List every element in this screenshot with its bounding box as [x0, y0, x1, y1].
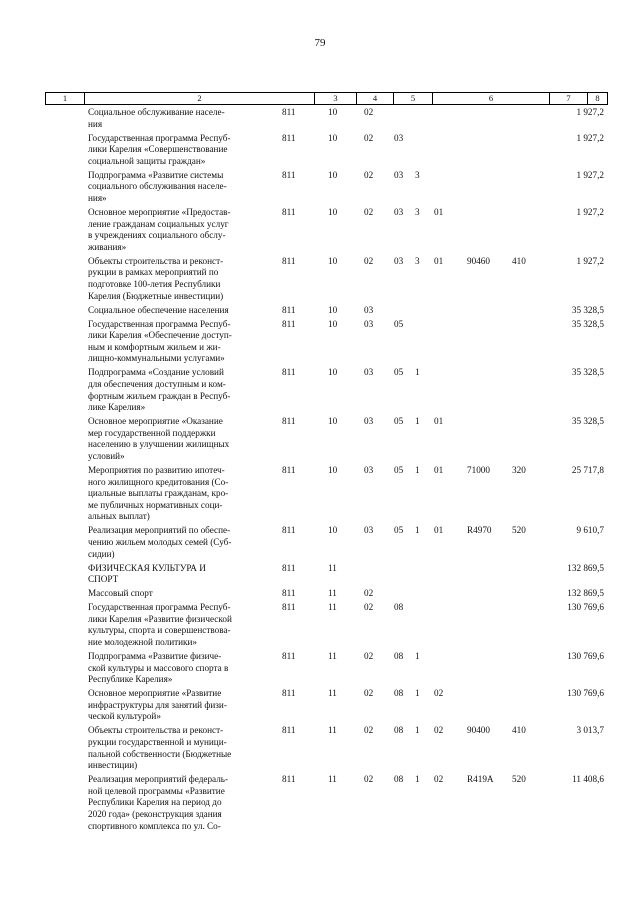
cell-c6b: 1	[415, 651, 420, 661]
row-description-line: альных выплат)	[88, 511, 150, 522]
cell-c4: 10	[328, 107, 338, 117]
cell-c6b: 1	[415, 416, 420, 427]
cell-c6d: R4970	[467, 525, 492, 536]
cell-c6d: 71000	[467, 465, 490, 475]
row-description-line: Подпрограмма «Развитие системы	[88, 169, 224, 180]
cell-c7: 520	[512, 774, 526, 785]
cell-c6b: 1	[415, 367, 420, 378]
row-description	[88, 133, 260, 168]
row-description-line: лике Карелия»	[88, 402, 146, 413]
row-description-line: СПОРТ	[88, 574, 119, 585]
cell-c6a: 03	[394, 132, 404, 143]
row-description	[88, 688, 260, 723]
cell-c6a: 08	[394, 602, 404, 613]
cell-c6b: 1	[415, 465, 420, 475]
row-description-line: сидии)	[88, 548, 115, 559]
row-description-line: условий»	[88, 450, 125, 461]
row-description-line: Основное мероприятие «Оказание	[88, 416, 223, 427]
cell-c7: 410	[512, 255, 526, 266]
cell-c5: 03	[364, 416, 374, 427]
cell-c7: 320	[512, 465, 526, 475]
cell-c8: 130 769,6	[567, 602, 604, 613]
row-description-line: циальные выплаты гражданам, кро-	[88, 488, 229, 499]
page-number: 79	[314, 37, 326, 49]
row-description-line: рукции государственной и муници-	[88, 736, 227, 747]
header-col-4: 4	[357, 93, 394, 104]
cell-c8: 1 927,2	[576, 169, 604, 180]
cell-c5: 02	[364, 688, 374, 699]
cell-c3: 811	[282, 688, 296, 699]
row-description-line: фортным жильем граждан в Респуб-	[88, 390, 231, 401]
cell-c8: 3 013,7	[576, 725, 604, 736]
cell-c4: 10	[328, 367, 338, 378]
cell-c5: 03	[364, 318, 374, 329]
row-description-line: мер государственной поддержки	[88, 427, 216, 438]
cell-c6a: 05	[394, 416, 404, 427]
row-description-line: ской культуры и массового спорта в	[88, 662, 229, 673]
row-description-line: ческой культурой»	[88, 711, 161, 722]
cell-c3: 811	[282, 255, 296, 266]
row-description-line: Объекты строительства и реконст-	[88, 255, 224, 266]
row-description-line: социального обслуживания населе-	[88, 181, 227, 192]
row-description-line: Основное мероприятие «Развитие	[88, 688, 222, 699]
cell-c4: 10	[328, 318, 338, 329]
row-description	[88, 725, 260, 771]
cell-c6a: 05	[394, 465, 404, 475]
cell-c8: 1 927,2	[576, 207, 604, 217]
cell-c6a: 03	[394, 207, 404, 217]
cell-c3: 811	[282, 132, 296, 143]
cell-c8: 130 769,6	[567, 651, 604, 661]
cell-c5: 02	[364, 602, 374, 613]
row-description-line: ление гражданам социальных услуг	[88, 218, 229, 229]
cell-c8: 1 927,2	[576, 255, 604, 266]
header-col-2: 2	[85, 93, 315, 104]
cell-c8: 25 717,8	[571, 465, 604, 475]
row-description	[88, 602, 260, 648]
row-description	[88, 465, 260, 523]
cell-c6c: 01	[434, 525, 444, 536]
cell-c8: 35 328,5	[571, 416, 604, 427]
row-description	[88, 367, 260, 413]
cell-c6a: 08	[394, 725, 404, 736]
cell-c8: 11 408,6	[572, 774, 604, 785]
cell-c3: 811	[282, 465, 296, 475]
row-description-line: ной целевой программы «Развитие	[88, 785, 225, 796]
cell-c7: 410	[512, 725, 526, 736]
row-description-line: ФИЗИЧЕСКАЯ КУЛЬТУРА И	[88, 562, 206, 573]
cell-c5: 02	[364, 132, 374, 143]
row-description-line: культуры, спорта и совершенствова-	[88, 625, 231, 636]
row-description-line: Подпрограмма «Развитие физиче-	[88, 651, 222, 661]
header-col-8: 8	[595, 93, 600, 103]
cell-c6b: 1	[415, 774, 420, 785]
cell-c4: 11	[328, 774, 337, 785]
cell-c8: 1 927,2	[576, 132, 604, 143]
cell-c6c: 01	[434, 255, 444, 266]
row-description-line: инвестиции)	[88, 760, 138, 771]
cell-c6a: 08	[394, 688, 404, 699]
header-col-6: 6	[433, 93, 550, 104]
cell-c4: 10	[328, 525, 338, 536]
cell-c8: 132 869,5	[567, 562, 604, 573]
cell-c4: 10	[328, 132, 338, 143]
cell-c6d: R419A	[467, 774, 494, 785]
row-description	[88, 588, 260, 600]
cell-c6c: 01	[434, 416, 444, 427]
cell-c8: 35 328,5	[571, 318, 604, 329]
row-description-line: пальной собственности (Бюджетные	[88, 748, 232, 759]
row-description	[88, 107, 260, 130]
cell-c6a: 08	[394, 651, 404, 661]
cell-c5: 02	[364, 169, 374, 180]
row-description-line: для обеспечения доступным и ком-	[88, 378, 226, 389]
cell-c4: 11	[328, 651, 337, 661]
cell-c7: 520	[512, 525, 526, 536]
cell-c6a: 05	[394, 318, 404, 329]
row-description-line: ного жилищного кредитования (Со-	[88, 476, 229, 487]
row-description-line: Республики Карелия на период до	[88, 797, 222, 808]
cell-c5: 03	[364, 367, 374, 378]
row-description-line: Мероприятия по развитию ипотеч-	[88, 465, 225, 475]
cell-c4: 11	[328, 588, 337, 599]
row-description-line: лики Карелия «Развитие физической	[88, 613, 232, 624]
cell-c5: 02	[364, 774, 374, 785]
cell-c6a: 05	[394, 367, 404, 378]
cell-c3: 811	[282, 367, 296, 378]
cell-c6d: 90400	[467, 725, 490, 736]
cell-c4: 10	[328, 465, 338, 475]
cell-c3: 811	[282, 318, 296, 329]
row-description-line: подготовке 100-летия Республики	[88, 278, 221, 289]
cell-c4: 11	[328, 562, 337, 573]
cell-c8: 35 328,5	[571, 304, 604, 315]
row-description	[88, 305, 260, 317]
header-col-5: 5	[394, 93, 433, 104]
row-description-line: населению в улучшении жилищных	[88, 439, 230, 450]
cell-c4: 10	[328, 169, 338, 180]
row-description	[88, 774, 260, 832]
header-col-7: 7	[550, 93, 588, 104]
cell-c6c: 02	[434, 725, 444, 736]
cell-c8: 130 769,6	[567, 688, 604, 699]
cell-c6c: 02	[434, 774, 444, 785]
row-description-line: в учреждениях социального обслу-	[88, 230, 226, 241]
cell-c3: 811	[282, 588, 296, 599]
row-description	[88, 256, 260, 302]
row-description	[88, 651, 260, 686]
cell-c6a: 05	[394, 525, 404, 536]
row-description-line: Государственная программа Респуб-	[88, 318, 231, 329]
row-description-line: инфраструктуры для занятий физи-	[88, 699, 227, 710]
row-description-line: лищно-коммунальными услугами»	[88, 353, 225, 364]
cell-c4: 11	[328, 725, 337, 736]
cell-c8: 132 869,5	[567, 588, 604, 599]
table-header	[45, 92, 608, 105]
cell-c5: 03	[364, 304, 374, 315]
cell-c6a: 08	[394, 774, 404, 785]
cell-c6c: 02	[434, 688, 444, 699]
row-description-line: Государственная программа Респуб-	[88, 602, 231, 613]
cell-c6b: 1	[415, 725, 420, 736]
cell-c5: 02	[364, 255, 374, 266]
row-description-line: живания»	[88, 241, 127, 252]
row-description-line: Социальное обеспечение населения	[88, 304, 229, 315]
cell-c3: 811	[282, 602, 296, 613]
cell-c6d: 90460	[467, 255, 490, 266]
row-description-line: 2020 года» (реконструкция здания	[88, 808, 222, 819]
cell-c6b: 3	[415, 169, 420, 180]
row-description-line: ние молодежной политики»	[88, 636, 198, 647]
row-description	[88, 563, 260, 586]
row-description-line: спортивного комплекса по ул. Со-	[88, 820, 221, 831]
row-description-line: лики Карелия «Обеспечение доступ-	[88, 330, 232, 341]
row-description-line: Подпрограмма «Создание условий	[88, 367, 224, 378]
row-description-line: ным и комфортным жильем и жи-	[88, 341, 221, 352]
cell-c3: 811	[282, 416, 296, 427]
row-description-line: Республике Карелия»	[88, 674, 173, 685]
cell-c6b: 1	[415, 688, 420, 699]
row-description-line: Социальное обслуживание населе-	[88, 107, 225, 117]
row-description-line: Реализация мероприятий по обеспе-	[88, 525, 231, 536]
header-col-3: 3	[315, 93, 357, 104]
row-description-line: Государственная программа Респуб-	[88, 132, 231, 143]
cell-c6b: 1	[415, 525, 420, 536]
header-col-1: 1	[46, 93, 85, 104]
row-description	[88, 170, 260, 205]
row-description-line: Объекты строительства и реконст-	[88, 725, 224, 736]
cell-c4: 10	[328, 416, 338, 427]
cell-c3: 811	[282, 774, 296, 785]
cell-c6c: 01	[434, 207, 444, 217]
cell-c3: 811	[282, 525, 296, 536]
cell-c4: 10	[328, 255, 338, 266]
row-description-line: ме публичных нормативных соци-	[88, 499, 223, 510]
cell-c6b: 3	[415, 207, 420, 217]
cell-c6b: 3	[415, 255, 420, 266]
row-description-line: ния»	[88, 192, 107, 203]
row-description	[88, 416, 260, 462]
row-description-line: Карелия (Бюджетные инвестиции)	[88, 290, 224, 301]
cell-c3: 811	[282, 562, 296, 573]
cell-c6a: 03	[394, 169, 404, 180]
row-description-line: Массовый спорт	[88, 588, 153, 599]
row-description	[88, 319, 260, 365]
cell-c4: 10	[328, 304, 338, 315]
cell-c5: 03	[364, 525, 374, 536]
cell-c3: 811	[282, 304, 296, 315]
cell-c5: 02	[364, 107, 374, 117]
row-description-line: Основное мероприятие «Предостав-	[88, 207, 231, 217]
row-description-line: чению жильем молодых семей (Суб-	[88, 536, 232, 547]
cell-c4: 11	[328, 602, 337, 613]
cell-c5: 02	[364, 207, 374, 217]
row-description-line: социальной защиты граждан»	[88, 155, 206, 166]
row-description-line: ния	[88, 118, 103, 129]
cell-c8: 1 927,2	[576, 107, 604, 117]
cell-c3: 811	[282, 651, 296, 661]
cell-c6c: 01	[434, 465, 444, 475]
row-description-line: Реализация мероприятий федераль-	[88, 774, 229, 785]
cell-c5: 02	[364, 725, 374, 736]
cell-c5: 02	[364, 588, 374, 599]
cell-c3: 811	[282, 169, 296, 180]
cell-c3: 811	[282, 107, 296, 117]
cell-c3: 811	[282, 725, 296, 736]
row-description	[88, 207, 260, 253]
cell-c8: 35 328,5	[571, 367, 604, 378]
cell-c3: 811	[282, 207, 296, 217]
cell-c5: 03	[364, 465, 374, 475]
row-description-line: рукции в рамках мероприятий по	[88, 267, 219, 278]
cell-c6a: 03	[394, 255, 404, 266]
cell-c8: 9 610,7	[576, 525, 604, 536]
cell-c4: 10	[328, 207, 338, 217]
cell-c5: 02	[364, 651, 374, 661]
row-description	[88, 525, 260, 560]
cell-c4: 11	[328, 688, 337, 699]
row-description-line: лики Карелия «Совершенствование	[88, 144, 228, 155]
